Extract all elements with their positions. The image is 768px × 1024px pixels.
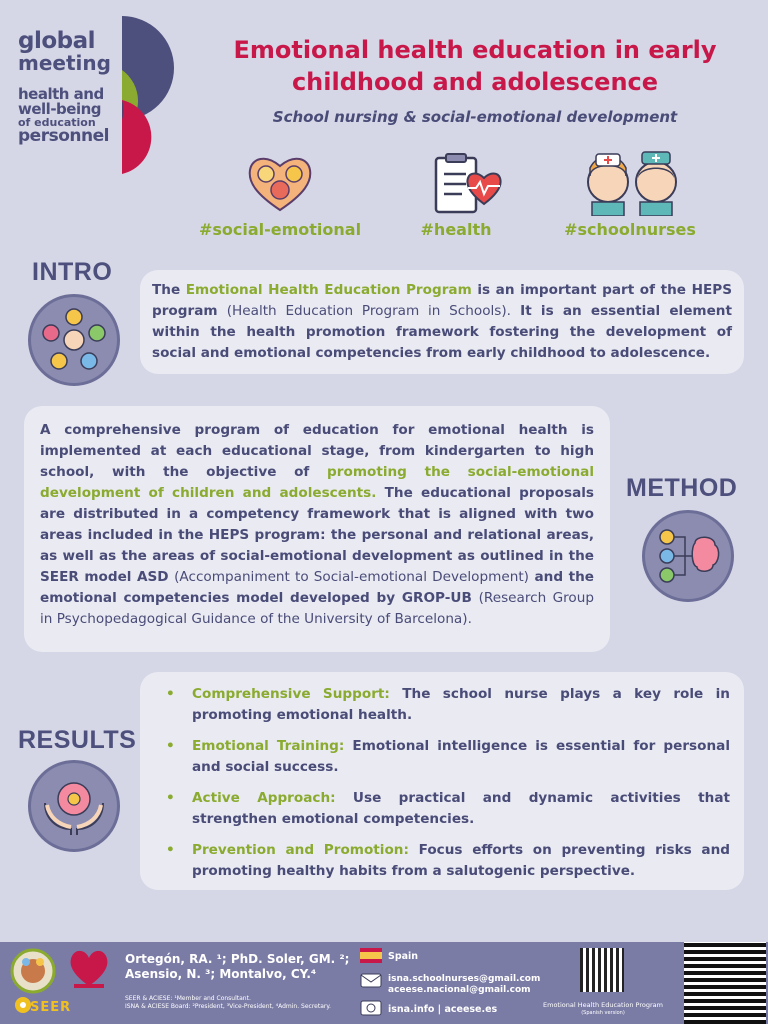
brain-network-icon [655, 523, 721, 589]
intro-text-4: It is an essential element within the health promotion framework fostering the development of social and emotional competencies from early childhood to adolescence. [152, 303, 732, 361]
result-item [164, 840, 730, 882]
result-label: Emotional Training: [192, 738, 345, 754]
method-text-3: (Accompaniment to Social-emotional Development) [174, 569, 529, 585]
result-text: The school nurse plays a key role in promoting emotional health. [192, 686, 730, 723]
aceese-logo-icon [66, 946, 112, 990]
intro-emotions-circle [28, 294, 120, 386]
logo-line6: personnel [18, 126, 109, 146]
results-circle [28, 760, 120, 852]
result-text: Use practical and dynamic activities that strengthen emotional competencies. [192, 790, 730, 827]
authors [125, 952, 349, 982]
qr-label: Emotional Health Education Program [543, 1001, 663, 1009]
method-circle [642, 510, 734, 602]
results-heading: RESULTS [18, 726, 137, 754]
method-text-1: A comprehensive program of education for emotional health is implemented at each educational stage, from kindergarten to high school, with the objective of [40, 422, 594, 480]
authors-line1: Ortegón, RA. ¹; PhD. Soler, GM. ²; [125, 952, 350, 966]
email-icon [360, 972, 382, 992]
tag-health: #health [420, 220, 492, 239]
method-text-5: (Research Group in Psychopedagogical Guidance of the University of Barcelona). [40, 590, 594, 627]
authors-line2: Asensio, N. ³; Montalvo, CY.⁴ [125, 967, 317, 981]
result-item [164, 684, 730, 726]
logo-line1: global [18, 28, 96, 54]
result-item [164, 736, 730, 778]
emotions-heart-icon [246, 152, 314, 214]
affiliations [125, 995, 331, 1011]
results-list [164, 684, 730, 882]
spain-flag-icon [360, 948, 382, 963]
school-nurses-icon [578, 148, 684, 216]
result-label: Active Approach: [192, 790, 336, 806]
affiliation-2: ISNA & ACIESE Board: ²President, ³Vice-President, ⁴Admin. Secretary. [125, 1003, 331, 1010]
emotions-group-icon [41, 307, 107, 373]
qr-code-small [580, 948, 624, 992]
intro-text-3: (Health Education Program in Schools). [226, 303, 511, 319]
result-text: Focus efforts on preventing risks and promoting healthy habits from a salutogenic perspective. [192, 842, 730, 879]
websites[interactable]: isna.info | aceese.es [388, 1004, 498, 1015]
logo-line4: well-being [18, 100, 102, 118]
logo-line2: meeting [18, 51, 111, 75]
footer [0, 942, 768, 1024]
result-label: Prevention and Promotion: [192, 842, 409, 858]
web-icon [360, 1000, 382, 1018]
email-1[interactable]: isna.schoolnurses@gmail.com [388, 974, 541, 984]
intro-heading: INTRO [32, 258, 113, 286]
method-heading: METHOD [626, 474, 738, 502]
qr-caption [540, 1001, 666, 1017]
isna-logo-icon [10, 948, 56, 994]
page-subtitle: School nursing & social-emotional development [272, 108, 678, 126]
emails [388, 974, 540, 996]
qr-code-large [684, 942, 766, 1024]
health-clipboard-icon [432, 152, 502, 216]
hands-brain-icon [41, 773, 107, 839]
tag-schoolnurses: #schoolnurses [564, 220, 696, 239]
method-objective: promoting the social-emotional development of children and adolescents. [40, 464, 595, 501]
qr-sublabel: (Spanish version) [581, 1010, 625, 1016]
country: Spain [388, 951, 419, 962]
results-box [140, 672, 744, 890]
result-label: Comprehensive Support: [192, 686, 390, 702]
intro-text-2: is an important part of the HEPS program [152, 282, 732, 319]
affiliation-1: SEER & ACIESE: ¹Member and Consultant. [125, 995, 251, 1002]
seer-logo-text: SEER [30, 1000, 72, 1015]
page-title: Emotional health education in early childhood and adolescence [233, 36, 717, 96]
intro-box [140, 270, 744, 374]
result-text: Emotional intelligence is essential for personal and social success. [192, 738, 730, 775]
method-box [24, 406, 610, 652]
email-2[interactable]: aceese.nacional@gmail.com [388, 985, 531, 995]
method-text-2: The educational proposals are distributed in a competency framework that is aligned with two areas included in the HEPS program: the personal and relational areas, as well as the areas of social-emotional development as outlined in the SEER model ASD [40, 485, 594, 585]
result-item [164, 788, 730, 830]
logo-circles-icon [118, 14, 178, 176]
logo-line3: health and [18, 85, 104, 103]
method-text-4: and the emotional competencies model developed by GROP-UB [40, 569, 594, 606]
logo-line5: of education [18, 116, 96, 129]
intro-program-name: Emotional Health Education Program [185, 282, 472, 298]
tag-social-emotional: #social-emotional [198, 220, 362, 239]
intro-text-1: The [152, 282, 186, 298]
